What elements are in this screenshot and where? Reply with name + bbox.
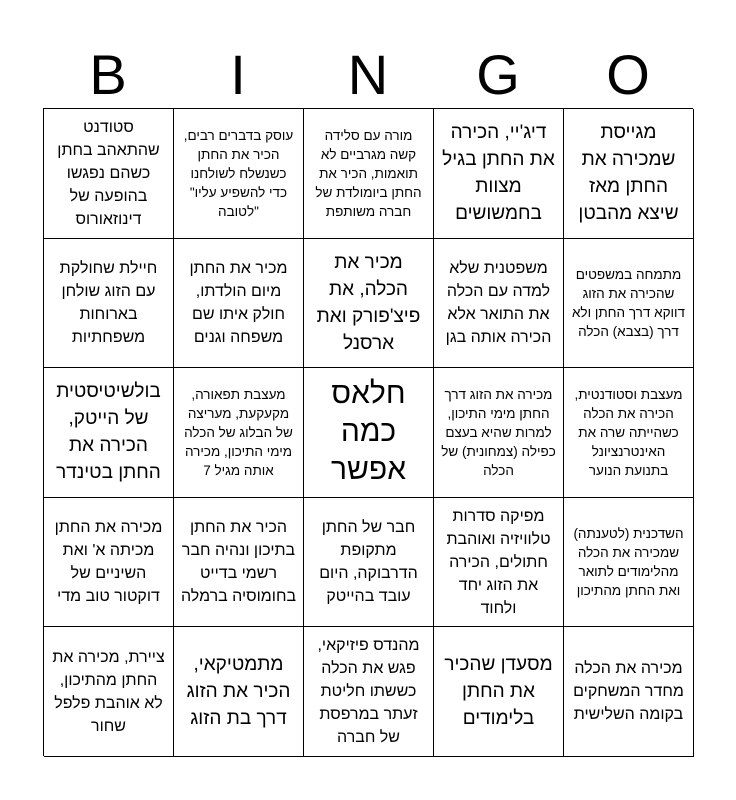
cell-text: מכירה את החתן מכיתה א' ואת השיניים של דוקטור טוב מדי xyxy=(54,519,163,606)
cell-text: חלאס כמה אפשר xyxy=(330,377,407,487)
bingo-cell[interactable] xyxy=(564,368,694,498)
cell-text: מכירה את הכלה מחדר המשחקים בקומה השלישית xyxy=(573,660,684,724)
bingo-cell[interactable] xyxy=(434,239,564,369)
free-space-cell[interactable] xyxy=(304,368,434,498)
cell-text: מכיר את החתן מיום הולדתו, חולק איתו שם משפחה וגנים xyxy=(189,259,288,346)
bingo-cell[interactable] xyxy=(44,498,174,628)
cell-text: הכיר את החתן בתיכון ונהיה חבר רשמי בדייט בחומוסיה ברמלה xyxy=(180,519,297,606)
bingo-cell[interactable] xyxy=(304,109,434,239)
bingo-cell[interactable] xyxy=(304,498,434,628)
cell-text: מורה עם סלידה קשה מגרביים לא תואמות, הכיר את החתן ביומולדת של חברה משותפת xyxy=(315,127,422,219)
header-letter-n: N xyxy=(347,43,389,106)
header-letter-i: I xyxy=(230,43,246,106)
bingo-cell[interactable] xyxy=(434,368,564,498)
cell-text: מגייסת שמכירה את החתן מאז שיצא מהבטן xyxy=(578,122,679,225)
bingo-cell[interactable] xyxy=(174,239,304,369)
bingo-cell[interactable] xyxy=(44,239,174,369)
cell-text: סטודנט שהתאהב בחתן כשהם נפגשו בהופעה של דינוזאורוס xyxy=(57,118,160,228)
cell-text: משפטנית שלא למדה עם הכלה את התואר אלא הכירה אותה בגן xyxy=(445,259,552,346)
bingo-cell[interactable] xyxy=(434,498,564,628)
cell-text: מעצבת תפאורה, מקעקעת, מעריצה של הבלוג של הכלה מימי התיכון, מכירה אותה מגיל 7 xyxy=(184,386,293,478)
bingo-cell[interactable] xyxy=(174,109,304,239)
bingo-cell[interactable] xyxy=(304,239,434,369)
cell-text: מהנדס פיזיקאי, פגש את הכלה כששתו חליטת זעתר במרפסת של חברה xyxy=(317,637,420,747)
cell-text: מכיר את הכלה, את פיצ'פורק ואת ארסנל xyxy=(316,251,421,354)
header-letter-o: O xyxy=(606,43,650,106)
bingo-header xyxy=(43,42,693,108)
bingo-cell[interactable] xyxy=(564,498,694,628)
bingo-cell[interactable] xyxy=(174,498,304,628)
bingo-cell[interactable] xyxy=(564,239,694,369)
cell-text: עוסק בדברים רבים, הכיר את החתן כשנשלח לשולחנו כדי להשפיע עליו" "לטובה xyxy=(183,127,294,219)
cell-text: מכירה את הזוג דרך החתן מימי התיכון, למרות שהיא בעצם כפילה (צמחונית) של הכלה xyxy=(441,386,556,478)
cell-text: מתמטיקאי, הכיר את הזוג דרך בת הזוג xyxy=(186,654,291,730)
cell-text: חיילת שחולקת עם הזוג שולחן בארוחות משפחתיות xyxy=(59,259,158,346)
header-letter-b: B xyxy=(89,43,127,106)
bingo-cell[interactable] xyxy=(174,368,304,498)
cell-text: מתמחה במשפטים שהכירה את הזוג דווקא דרך החתן ולא דרך (בצבא) הכלה xyxy=(571,266,686,339)
bingo-cell[interactable] xyxy=(434,109,564,239)
bingo-cell[interactable] xyxy=(564,627,694,757)
cell-text: מפיקה סדרות טלוויזיה ואוהבת חתולים, הכירה את הזוג יחד ולחוד xyxy=(446,507,551,617)
bingo-cell[interactable] xyxy=(304,627,434,757)
header-letter-g: G xyxy=(476,43,520,106)
cell-text: השדכנית (לטענתה) שמכירה את הכלה מהלימודים לתואר ואת החתן מהתיכון xyxy=(573,526,684,599)
cell-text: בולשיטיסטית של הייטק, הכירה את החתן בטינדר xyxy=(56,381,161,484)
bingo-cell[interactable] xyxy=(44,109,174,239)
cell-text: מסעדן שהכיר את החתן בלימודים xyxy=(444,654,553,730)
cell-text: מעצבת וסטודנטית, הכירה את הכלה כשהייתה שרה את האינטרנציונל בתנועת הנוער xyxy=(574,386,683,478)
bingo-cell[interactable] xyxy=(564,109,694,239)
cell-text: דיג'יי, הכירה את החתן בגיל מצוות בחמשושים xyxy=(442,122,555,225)
bingo-cell[interactable] xyxy=(434,627,564,757)
cell-text: ציירת, מכירה את החתן מהתיכון, לא אוהבת פלפל שחור xyxy=(52,648,165,735)
cell-text: חבר של החתן מתקופת הדרבוקה, היום עובד בהייטק xyxy=(319,519,418,606)
bingo-cell[interactable] xyxy=(44,368,174,498)
bingo-cell[interactable] xyxy=(44,627,174,757)
bingo-grid xyxy=(43,108,693,756)
bingo-cell[interactable] xyxy=(174,627,304,757)
